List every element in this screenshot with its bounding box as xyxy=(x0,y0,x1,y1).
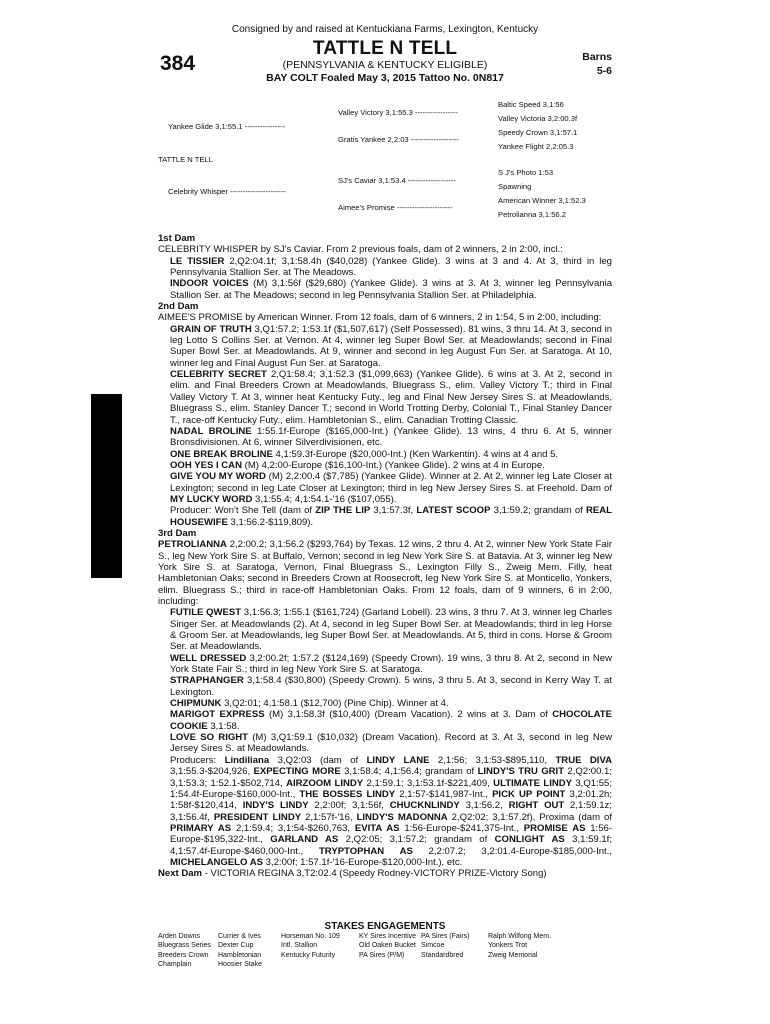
pedigree-ddg2: Petrolianna 3,1:56.2 xyxy=(498,210,566,219)
horse-name-bold: OOH YES I CAN xyxy=(170,459,242,471)
record-paragraph: NADAL BROLINE 1:55.1f-Europe ($165,000-Int.) (Yankee Glide). 13 wins, 4 thru 6. At 5, winner Bronsdivisionen. At 6, winner Silverdivisionen, etc. xyxy=(170,425,612,449)
stakes-item: Dexter Cup xyxy=(218,942,254,950)
stakes-item: Bluegrass Series xyxy=(158,942,211,950)
stakes-item: Old Oaken Bucket xyxy=(359,942,416,950)
horse-name-bold: CHOCOLATE COOKIE xyxy=(170,709,612,732)
horse-name-bold: PETROLIANNA xyxy=(158,539,227,551)
horse-name-bold: GARLAND AS xyxy=(270,834,339,846)
pedigree-sdg1: Speedy Crown 3,1:57.1 xyxy=(498,128,578,137)
horse-name: TATTLE N TELL xyxy=(312,38,458,59)
record-paragraph: LE TISSIER 2,Q2:04.1f; 3,1:58.4h ($40,028) (Yankee Glide). 3 wins at 3 and 4. At 3, third in leg Pennsylvania Stallion Ser. at The Meadows. xyxy=(170,255,612,279)
barns xyxy=(560,50,612,78)
pedigree-ssg2: Valley Victoria 3,2:00.3f xyxy=(498,114,578,123)
record-paragraph: Producer: Won't She Tell (dam of ZIP THE LIP 3,1:57.3f, LATEST SCOOP 3,1:59.2; grandam of REAL HOUSEWIFE 3,1:56.2-$119,809). xyxy=(170,505,612,528)
hip-number: 384 xyxy=(160,52,196,75)
stakes-item: KY Sires Incentive xyxy=(359,933,417,940)
horse-name-bold: CELEBRITY SECRET xyxy=(170,369,267,381)
stakes-item: PA Sires (P/M) xyxy=(359,951,405,959)
horse-name-bold: FUTILE QWEST xyxy=(170,607,242,619)
stakes-title: STAKES ENGAGEMENTS xyxy=(324,921,446,932)
horse-name-bold: LINDY LANE xyxy=(366,754,430,766)
consignor-line: Consigned by and raised at Kentuckiana Farms, Lexington, Kentucky xyxy=(231,24,539,35)
record-paragraph: LOVE SO RIGHT (M) 3,Q1:59.1 ($10,032) (Dream Vacation). Record at 3. At 3, second in leg New Jersey Sires S. at Meadowlands. xyxy=(170,732,612,755)
horse-name-bold: REAL HOUSEWIFE xyxy=(170,505,612,528)
eligibility: (PENNSYLVANIA & KENTUCKY ELIGIBLE) xyxy=(282,59,488,71)
pedigree-sdg2: Yankee Flight 2,2:05.3 xyxy=(498,142,574,151)
foaled-line: BAY COLT Foaled May 3, 2015 Tattoo No. 0N817 xyxy=(266,72,504,84)
stakes-item: Simcoe xyxy=(421,942,445,950)
record-paragraph: ONE BREAK BROLINE 4,1:59.3f-Europe ($20,000-Int.) (Ken Warkentin). 4 wins at 4 and 5. xyxy=(170,448,559,460)
horse-name-bold: ULTIMATE LINDY xyxy=(493,777,573,789)
horse-name-bold: EVITA AS xyxy=(354,822,400,834)
section-heading xyxy=(158,528,612,539)
pedigree-sire-sire: Valley Victory 3,1:55.3 ----------------- xyxy=(338,108,458,117)
horse-name-bold: WELL DRESSED xyxy=(170,652,247,664)
stakes-item: Currier & Ives xyxy=(218,933,261,940)
record-paragraph: AIMEE'S PROMISE by American Winner. From 12 foals, dam of 6 winners, 2 in 1:54, 5 in 2:00, including: xyxy=(158,312,602,324)
horse-name-bold: MICHELANGELO AS xyxy=(170,856,263,868)
horse-name-bold: LOVE SO RIGHT xyxy=(170,732,248,744)
barns-value: 5-6 xyxy=(596,65,612,77)
horse-name-bold: PRIMARY AS xyxy=(170,822,232,834)
stakes-item: Champlain xyxy=(158,960,192,968)
record-paragraph: WELL DRESSED 3,2:00.2f; 1:57.2 ($124,169) (Speedy Crown). 19 wins, 3 thru 8. At 2, second in New York State Fair S.; third in leg New York Sire S. at Saratoga. xyxy=(170,652,612,676)
horse-name-bold: LATEST SCOOP xyxy=(416,505,491,517)
stakes-item: Ralph Wilfong Mem. xyxy=(488,933,552,940)
horse-name-bold: CHIPMUNK xyxy=(170,698,222,710)
stakes-item: Yonkers Trot xyxy=(488,942,528,950)
section-heading xyxy=(158,301,612,312)
produce-record xyxy=(158,233,612,880)
horse-name-bold: PRESIDENT LINDY xyxy=(213,811,302,823)
horse-name-bold: TRYPTOPHAN AS xyxy=(318,845,413,857)
horse-name-bold: Next Dam xyxy=(158,868,203,880)
pedigree-sire-dam: Gratis Yankee 2,2:03 ------------------- xyxy=(338,135,459,144)
horse-name-bold: PROMISE AS xyxy=(523,822,586,834)
record-paragraph: STRAPHANGER 3,1:58.4 ($30,800) (Speedy Crown). 5 wins, 3 thru 5. At 3, second in Kerry Way T. at Lexington. xyxy=(170,675,612,698)
horse-name-bold: CHUCKNLINDY xyxy=(389,800,460,812)
stakes-item: Horseman No. 109 xyxy=(281,933,340,940)
horse-name-bold: INDY'S LINDY xyxy=(242,800,309,812)
horse-name-bold: GRAIN OF TRUTH xyxy=(170,323,252,335)
pedigree-horse: TATTLE N TELL xyxy=(158,155,213,164)
horse-name-bold: RIGHT OUT xyxy=(508,800,565,812)
pedigree-dam-dam: Aimee's Promise ---------------------- xyxy=(338,203,453,212)
horse-name-bold: INDOOR VOICES xyxy=(170,278,249,290)
stakes-item: Standardbred xyxy=(421,951,464,959)
record-paragraph: OOH YES I CAN (M) 4,2:00-Europe ($16,100-Int.) (Yankee Glide). 2 wins at 4 in Europe. xyxy=(170,459,545,471)
horse-name-bold: CONLIGHT AS xyxy=(494,834,565,846)
barns-label: Barns xyxy=(582,51,612,63)
horse-name-bold: TRUE DIVA xyxy=(555,754,612,766)
horse-name-bold: 3rd Dam xyxy=(158,527,197,539)
horse-name-bold: AIRZOOM LINDY xyxy=(286,777,364,789)
horse-name-bold: ONE BREAK BROLINE xyxy=(170,448,273,460)
horse-name-bold: LE TISSIER xyxy=(170,255,225,267)
record-paragraph: INDOOR VOICES (M) 3,1:56f ($29,680) (Yankee Glide). 3 wins at 3. At 3, winner leg Pennsylvania Stallion Ser. at The Meadows; second in leg Pennsylvania Stallion Ser. at Philadelphia. xyxy=(170,278,612,301)
stakes-item xyxy=(281,960,359,969)
pedigree-dsg1: S J's Photo 1:53 xyxy=(498,168,554,177)
pedigree-dsg2: Spawning xyxy=(498,182,532,191)
record-paragraph: CELEBRITY SECRET 2,Q1:58.4; 3,1:52.3 ($1,099,663) (Yankee Glide). 6 wins at 3. At 2, second in elim. and Final Breeders Crown at Meadowlands, Bluegrass S., elim. Valley Victory T.; third in Final Valley Victory T. At 3, winner heat Kentucky Futy., leg and Final New Jersey Sires S. at Meadowlands, Bluegrass S., elim. Stanley Dancer T.; second in World Trotting Derby, Colonial T., Final Stanley Dancer T., race-off Kentucky Futy., elim. Hambletonian S., elim. Canadian Trotting Classic. xyxy=(170,369,612,426)
stakes-item: Hoosier Stake xyxy=(218,960,262,968)
horse-name-bold: 1st Dam xyxy=(158,233,196,244)
horse-name-bold: LINDY'S TRU GRIT xyxy=(477,766,565,778)
stakes-item: Hambletonian xyxy=(218,951,262,959)
pedigree-dam: Celebrity Whisper ---------------------- xyxy=(168,187,286,196)
horse-name-bold: PICK UP POINT xyxy=(492,788,566,800)
stakes-item xyxy=(359,960,421,969)
pedigree-ddg1: American Winner 3,1:52.3 xyxy=(498,196,586,205)
black-index-tab xyxy=(91,394,122,578)
horse-name-bold: MY LUCKY WORD xyxy=(170,493,253,505)
record-paragraph: MARIGOT EXPRESS (M) 3,1:58.3f ($10,400) (Dream Vacation). 2 wins at 3. Dam of CHOCOLATE COOKIE 3,1:58. xyxy=(170,709,612,732)
horse-name-bold: 2nd Dam xyxy=(158,301,199,313)
stakes-item xyxy=(421,960,488,969)
pedigree-ssg1: Baltic Speed 3,1:56 xyxy=(498,100,564,109)
record-paragraph: Next Dam - VICTORIA REGINA 3,T2:02.4 (Speedy Rodney-VICTORY PRIZE-Victory Song) xyxy=(158,868,547,880)
stakes-item: Arden Downs xyxy=(158,933,201,940)
stakes-item: PA Sires (Fairs) xyxy=(421,933,470,940)
horse-name-bold: LINDY'S MADONNA xyxy=(356,811,448,823)
stakes-list xyxy=(158,932,618,969)
record-paragraph: GIVE YOU MY WORD (M) 2,2:00.4 ($7,785) (Yankee Glide). Winner at 2. At 2, winner leg Late Closer at Lexington; second in leg Late Closer at Lexington; third in leg New Jersey Sires S. at Freehold. Dam of MY LUCKY WORD 3,1:55.4; 4,1:54.1-'16 ($107,055). xyxy=(170,471,612,505)
stakes-item: Intl. Stallion xyxy=(281,942,318,950)
record-paragraph: CHIPMUNK 3,Q2:01; 4,1:58.1 ($12,700) (Pine Chip). Winner at 4. xyxy=(170,698,449,710)
horse-name-bold: Lindiliana xyxy=(224,754,270,766)
pedigree-sire: Yankee Glide 3,1:55.1 ---------------- xyxy=(168,122,286,131)
horse-name-bold: THE BOSSES LINDY xyxy=(299,788,396,800)
horse-name-bold: ZIP THE LIP xyxy=(315,505,371,517)
record-paragraph: CELEBRITY WHISPER by SJ's Caviar. From 2 previous foals, dam of 2 winners, 2 in 2:00, incl.: xyxy=(158,244,563,256)
section-heading xyxy=(158,233,612,244)
record-paragraph: GRAIN OF TRUTH 3,Q1:57.2; 1:53.1f ($1,507,617) (Self Possessed). 81 wins, 3 thru 14. At 3, second in leg Lotto S Collins Ser. at Vernon. At 4, winner leg Super Bowl Ser. at Meadowlands; second in Final Super Bowl Ser. at Meadowlands. At 9, winner and second in leg August Fun Ser. at Saratoga. At 10, winner leg and Final August Fun Ser. at Saratoga. xyxy=(170,323,613,369)
stakes-item xyxy=(488,960,568,969)
stakes-item: Zweig Memorial xyxy=(488,951,538,959)
horse-name-bold: EXPECTING MORE xyxy=(253,766,341,778)
horse-name-bold: MARIGOT EXPRESS xyxy=(170,709,265,721)
horse-name-bold: STRAPHANGER xyxy=(170,675,244,687)
record-paragraph: FUTILE QWEST 3,1:56.3; 1:55.1 ($161,724) (Garland Lobell). 23 wins, 3 thru 7. At 3, winner leg Charles Singer Ser. at Meadowlands (2). At 4, second in leg Super Bowl Ser. at Meadowlands; third in leg Horse & Groom Ser. at Meadowlands, leg Super Bowl Ser. at Meadowlands. At 5, third in cons. Horse & Groom Ser. at Meadowlands. xyxy=(170,607,612,653)
record-paragraph: PETROLIANNA 2,2:00.2; 3,1:56.2 ($293,764) by Texas. 12 wins, 2 thru 4. At 2, winner New York State Fair S., leg New York Sire S. at Buffalo, Vernon; second in leg New York Sire S. at Batavia. At 3, winner leg New York Sire S. at Saratoga, Vernon, Final Bluegrass S., Lexington Filly S., Zweig Mem. Filly, heat Hambletonian Oaks; second in Breeders Crown at Roosecroft, leg New York Sire S. at Monticello, Yonkers, elim. Bluegrass S.; third in race-off Hambletonian Oaks. From 12 foals, dam of 9 winners, 6 in 2:00, including: xyxy=(158,539,612,607)
horse-name-bold: GIVE YOU MY WORD xyxy=(170,471,266,483)
stakes-item: Kentucky Futurity xyxy=(281,951,336,959)
stakes-item: Breeders Crown xyxy=(158,951,209,959)
record-paragraph: Producers: Lindiliana 3,Q2:03 (dam of LINDY LANE 2,1:56; 3,1:53-$895,110, TRUE DIVA 3,1:55.3-$204,926, EXPECTING MORE 3,1:58.4; 4,1:56.4; grandam of LINDY'S TRU GRIT 2,Q2:00.1; 3,1:53.3; 1:52.1-$502,714, AIRZOOM LINDY 2,1:59.1; 3,1:53.1f-$221,409, ULTIMATE LINDY 3,Q1:55; 1:54.4f-Europe-$160,000-Int., THE BOSSES LINDY 2,1:57-$141,987-Int., PICK UP POINT 3,2:01.2h; 1:58f-$120,414, INDY'S LINDY 2,2:00f; 3,1:56f, CHUCKNLINDY 3,1:56.2, RIGHT OUT 2,1:59.1z; 3,1:56.4f, PRESIDENT LINDY 2,1:57f-'16, LINDY'S MADONNA 2,Q2:02; 3,1:57.2f), Proxima (dam of PRIMARY AS 2,1:59.4; 3,1:54-$260,763, EVITA AS 1:56-Europe-$241,375-Int., PROMISE AS 1:56-Europe-$195,322-Int., GARLAND AS 2,Q2:05; 3,1:57.2; grandam of CONLIGHT AS 3,1:59.1f; 4,1:57.4f-Europe-$460,000-Int., TRYPTOPHAN AS 2,2:07.2; 3,2:01.4-Europe-$185,000-Int., MICHELANGELO AS 3,2:00f; 1:57.1f-'16-Europe-$120,000-Int.), etc. xyxy=(170,754,613,868)
horse-name-bold: NADAL BROLINE xyxy=(170,425,252,437)
pedigree-dam-sire: SJ's Caviar 3,1:53.4 ------------------- xyxy=(338,176,456,185)
